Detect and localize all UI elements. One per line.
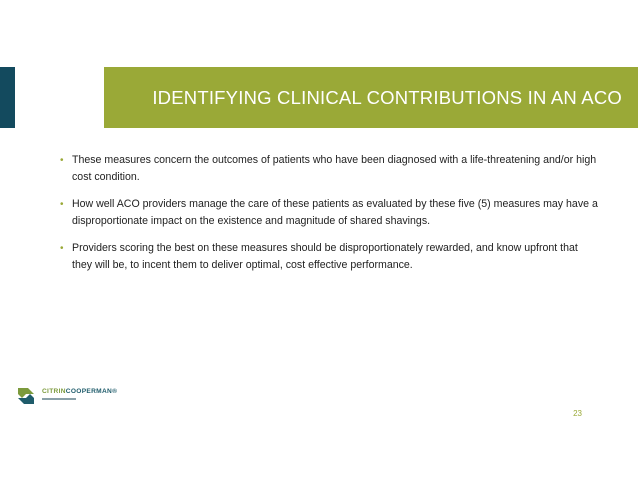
page-number: 23 <box>573 409 582 418</box>
company-logo <box>14 385 124 407</box>
logo-wordmark: CITRINCOOPERMAN® <box>42 388 118 395</box>
logo-tagline-line <box>42 398 76 400</box>
bullet-marker: • <box>60 199 64 210</box>
bullet-marker: • <box>60 155 64 166</box>
bullet-text: Providers scoring the best on these measures should be disproportionately rewarded, and know upfront that they will be, to incent them to deliver optimal, cost effective performance. <box>72 242 578 271</box>
bullet-text: These measures concern the outcomes of patients who have been diagnosed with a life-threatening and/or high cost condition. <box>72 154 597 183</box>
slide-title: IDENTIFYING CLINICAL CONTRIBUTIONS IN AN ACO <box>152 87 622 108</box>
bullet-marker: • <box>60 243 64 254</box>
bullet-text: How well ACO providers manage the care of these patients as evaluated by these five (5) measures may have a disproportionate impact on the existence and magnitude of shared shavings. <box>72 198 598 227</box>
title-bar <box>104 67 638 128</box>
bullet-item <box>60 152 600 186</box>
bullet-item <box>60 196 600 230</box>
bullet-item <box>60 240 600 274</box>
logo-mark-icon <box>14 385 38 407</box>
bullet-list <box>60 152 600 284</box>
left-accent-tab <box>0 67 15 128</box>
